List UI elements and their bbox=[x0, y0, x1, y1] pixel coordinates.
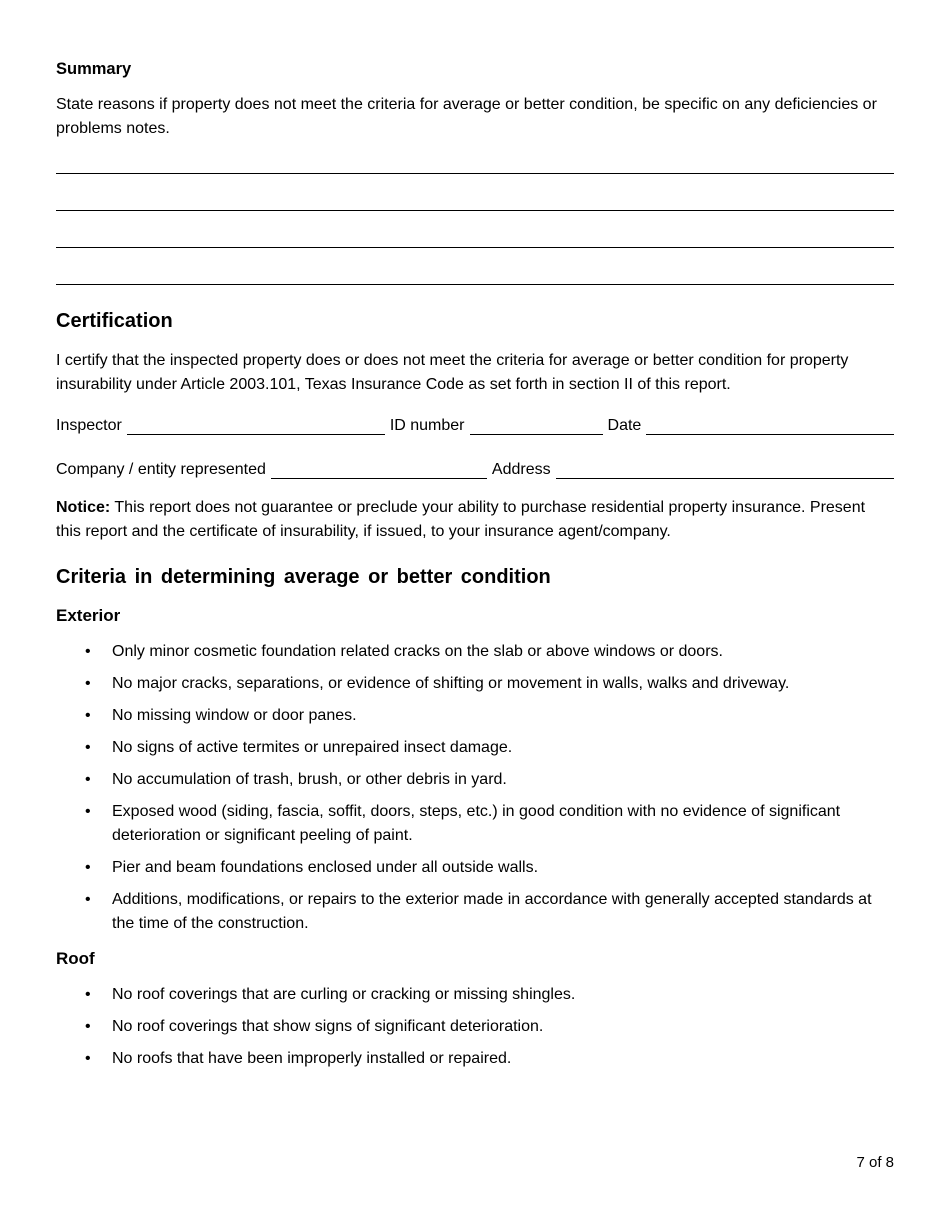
list-item: • Exposed wood (siding, fascia, soffit, doors, steps, etc.) in good condition with no evidence of significant deterioration or significant peeling of paint. bbox=[56, 800, 894, 848]
bullet-icon: • bbox=[85, 707, 91, 724]
company-row bbox=[56, 460, 894, 479]
bullet-icon: • bbox=[85, 739, 91, 756]
id-number-label: ID number bbox=[389, 417, 465, 434]
bullet-icon: • bbox=[85, 986, 91, 1003]
bullet-icon: • bbox=[85, 643, 91, 660]
inspector-row bbox=[56, 416, 894, 435]
list-item: • No signs of active termites or unrepaired insect damage. bbox=[56, 736, 894, 760]
summary-line-3[interactable] bbox=[56, 247, 894, 248]
criteria-heading: Criteria in determining average or better condition bbox=[56, 566, 551, 588]
bullet-icon: • bbox=[85, 1050, 91, 1067]
page-number: 7 of 8 bbox=[856, 1154, 894, 1171]
date-field[interactable] bbox=[646, 416, 894, 435]
address-field[interactable] bbox=[556, 460, 894, 479]
exterior-list bbox=[56, 640, 894, 944]
notice-text: This report does not guarantee or preclude your ability to purchase residential property insurance. Present this report and the certificate of insurability, if issued, to your insurance agent/company. bbox=[56, 499, 866, 540]
list-item: • No roofs that have been improperly installed or repaired. bbox=[56, 1047, 894, 1071]
bullet-icon: • bbox=[85, 771, 91, 788]
summary-line-4[interactable] bbox=[56, 284, 894, 285]
address-label: Address bbox=[491, 461, 551, 478]
list-item: • No roof coverings that show signs of significant deterioration. bbox=[56, 1015, 894, 1039]
notice-paragraph bbox=[56, 496, 894, 544]
bullet-icon: • bbox=[85, 859, 91, 876]
summary-instructions: State reasons if property does not meet the criteria for average or better condition, be specific on any deficiencies or problems notes. bbox=[56, 96, 877, 137]
list-item: • No missing window or door panes. bbox=[56, 704, 894, 728]
bullet-icon: • bbox=[85, 891, 91, 908]
bullet-icon: • bbox=[85, 675, 91, 692]
inspector-field[interactable] bbox=[127, 416, 385, 435]
company-label: Company / entity represented bbox=[56, 461, 266, 478]
roof-list bbox=[56, 983, 894, 1079]
summary-line-1[interactable] bbox=[56, 173, 894, 174]
summary-line-2[interactable] bbox=[56, 210, 894, 211]
list-item: • Additions, modifications, or repairs to the exterior made in accordance with generally accepted standards at the time of the construction. bbox=[56, 888, 894, 936]
list-item: • Pier and beam foundations enclosed under all outside walls. bbox=[56, 856, 894, 880]
list-item: • No roof coverings that are curling or cracking or missing shingles. bbox=[56, 983, 894, 1007]
list-item: • Only minor cosmetic foundation related cracks on the slab or above windows or doors. bbox=[56, 640, 894, 664]
notice-label: Notice: bbox=[56, 499, 111, 516]
company-field[interactable] bbox=[271, 460, 487, 479]
date-label: Date bbox=[607, 417, 642, 434]
list-item: • No accumulation of trash, brush, or other debris in yard. bbox=[56, 768, 894, 792]
bullet-icon: • bbox=[85, 1018, 91, 1035]
roof-heading: Roof bbox=[56, 949, 95, 968]
certification-heading: Certification bbox=[56, 310, 173, 332]
exterior-heading: Exterior bbox=[56, 606, 121, 625]
list-item: • No major cracks, separations, or evidence of shifting or movement in walls, walks and driveway. bbox=[56, 672, 894, 696]
id-number-field[interactable] bbox=[470, 416, 603, 435]
bullet-icon: • bbox=[85, 803, 91, 820]
summary-heading: Summary bbox=[56, 60, 132, 78]
certification-statement: I certify that the inspected property does or does not meet the criteria for average or better condition for property insurability under Article 2003.101, Texas Insurance Code as set forth in section II of this report. bbox=[56, 352, 849, 393]
inspector-label: Inspector bbox=[56, 417, 122, 434]
